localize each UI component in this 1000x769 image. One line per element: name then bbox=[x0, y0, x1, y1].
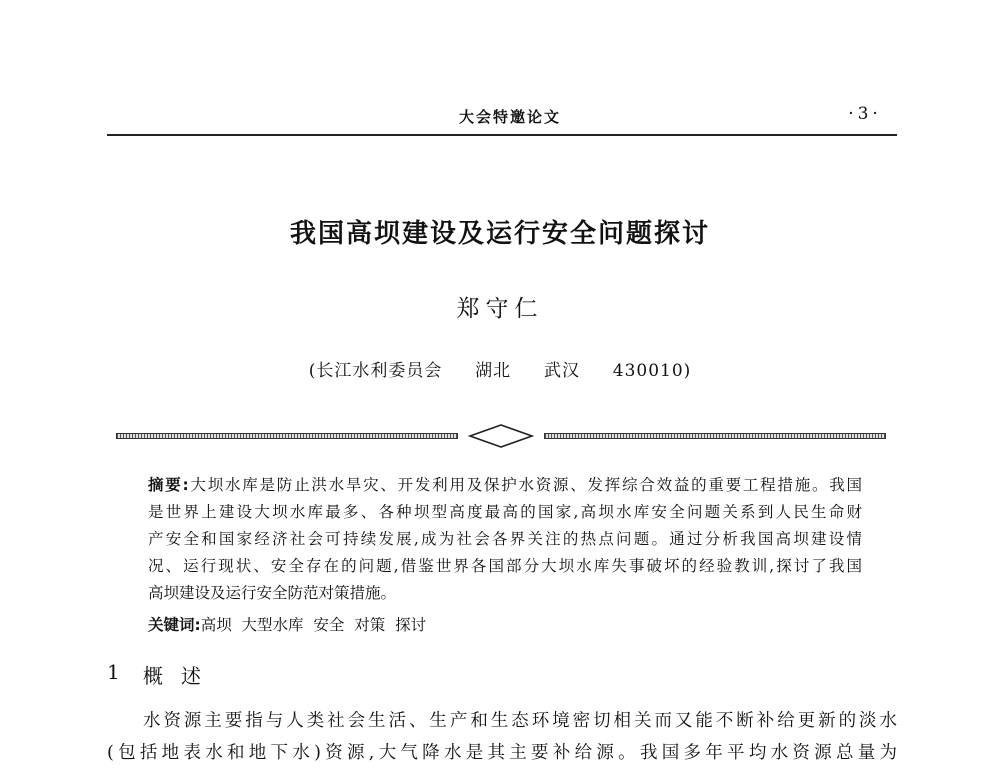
ornament-bar-left bbox=[116, 433, 458, 439]
paper-title: 我国高坝建设及运行安全问题探讨 bbox=[289, 219, 710, 249]
abstract bbox=[148, 472, 862, 607]
running-header-title: 大会特邀论文 bbox=[458, 108, 561, 126]
abstract-line: 产安全和国家经济社会可持续发展,成为社会各界关注的热点问题。通过分析我国高坝建设情 bbox=[148, 530, 862, 548]
abstract-line bbox=[148, 472, 862, 499]
author-affiliation: (长江水利委员会 湖北 武汉 430010) bbox=[308, 361, 692, 381]
ornament-bar-right bbox=[544, 433, 886, 439]
keywords-label: 关键词: bbox=[148, 616, 201, 634]
header-rule bbox=[107, 134, 897, 136]
diamond-ornament-icon bbox=[466, 422, 536, 450]
abstract-line: 况、运行现状、安全存在的问题,借鉴世界各国部分大坝水库失事破坏的经验教训,探讨了我国 bbox=[148, 557, 862, 575]
abstract-text: 大坝水库是防止洪水旱灾、开发利用及保护水资源、发挥综合效益的重要工程措施。我国 bbox=[188, 476, 862, 494]
section-title: 概述 bbox=[143, 664, 219, 688]
abstract-line: 高坝建设及运行安全防范对策措施。 bbox=[148, 584, 397, 602]
abstract-label: 摘要: bbox=[148, 476, 189, 494]
body-line: 水资源主要指与人类社会生活、生产和生态环境密切相关而又能不断补给更新的淡水 bbox=[143, 711, 897, 731]
body-paragraph bbox=[107, 705, 897, 769]
keywords bbox=[148, 612, 862, 639]
page-number: ·3· bbox=[848, 104, 882, 124]
body-line: (包括地表水和地下水)资源,大气降水是其主要补给源。我国多年平均水资源总量为 bbox=[107, 743, 897, 763]
section-number: 1 bbox=[107, 660, 120, 684]
abstract-line: 是世界上建设大坝水库最多、各种坝型高度最高的国家,高坝水库安全问题关系到人民生命财 bbox=[148, 503, 862, 521]
keywords-text: 高坝 大型水库 安全 对策 探讨 bbox=[200, 616, 427, 634]
author-name: 郑守仁 bbox=[456, 296, 544, 322]
